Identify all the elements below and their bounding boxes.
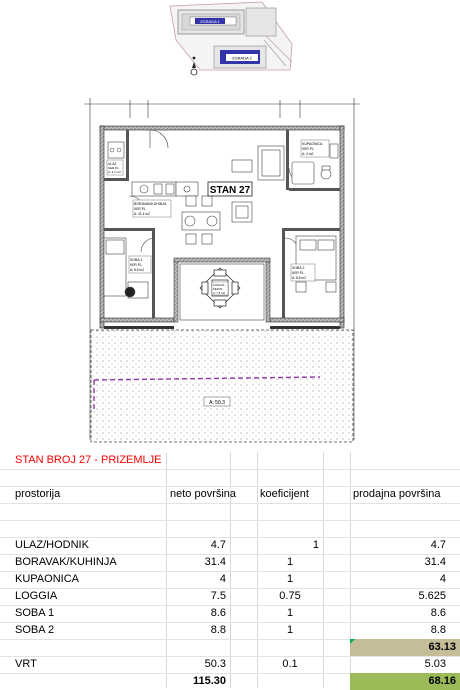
row-sale: 4	[439, 573, 446, 585]
garden-coef: 0.1	[282, 658, 298, 670]
row-coef: 1	[312, 539, 319, 551]
subtotal-row	[0, 639, 460, 656]
room-boravak-name: BORAVAK/KUHINJA	[134, 202, 167, 206]
row-coef: 1	[286, 607, 294, 619]
cell-marker-icon	[350, 639, 355, 644]
row-name: SOBA 2	[15, 624, 55, 636]
room-boravak-floor: KER.PL.	[134, 207, 147, 211]
row-coef: 1	[286, 573, 294, 585]
key-label-1: ZGRADA 1	[200, 19, 220, 24]
row-coef: 1	[286, 556, 294, 568]
garden-area-label: A: 50.3	[209, 400, 225, 406]
garden-net: 50.3	[204, 658, 226, 670]
row-net: 4.7	[210, 539, 226, 551]
grid-row-line	[0, 503, 460, 504]
room-soba1-floor: KER.PL.	[130, 263, 143, 267]
room-loggia-area: A: 7.5 m2	[213, 291, 225, 295]
table-row	[0, 537, 460, 554]
subtotal-sale: 63.13	[350, 639, 460, 656]
room-boravak-area: A: 31.4 m2	[134, 212, 150, 216]
table-header-row	[0, 486, 460, 503]
garden-name: VRT	[15, 658, 37, 670]
kitchen-furniture	[132, 182, 198, 196]
room-ulaz-floor: KER.PL.	[108, 166, 120, 170]
row-name: LOGGIA	[15, 590, 58, 602]
row-name: ULAZ/HODNIK	[15, 539, 89, 551]
row-sale: 4.7	[430, 539, 446, 551]
room-soba2-name: SOBA 2	[292, 266, 305, 270]
garden-sale: 5.03	[424, 658, 446, 670]
room-kupaonica-name: KUPAONICA	[302, 142, 323, 146]
row-sale: 8.8	[430, 624, 446, 636]
room-kupaonica-floor: KER.PL.	[302, 147, 315, 151]
table-title: STAN BROJ 27 - PRIZEMLJE	[15, 454, 162, 466]
total-row	[0, 673, 460, 690]
table-row	[0, 588, 460, 605]
room-soba1-area: A: 8.6 m2	[130, 268, 145, 272]
row-net: 7.5	[210, 590, 226, 602]
table-row	[0, 571, 460, 588]
room-soba2-floor: KER.PL.	[292, 271, 305, 275]
row-name: SOBA 1	[15, 607, 55, 619]
row-net: 8.6	[210, 607, 226, 619]
room-soba2-area: A: 8.8 m2	[292, 276, 307, 280]
garden-area	[91, 330, 353, 442]
room-loggia-name: LOGGIA	[213, 283, 225, 287]
table-row	[0, 554, 460, 571]
grid-row-line	[0, 520, 460, 521]
table-row	[0, 622, 460, 639]
room-soba1-name: SOBA 1	[130, 258, 143, 262]
row-sale: 31.4	[424, 556, 446, 568]
row-coef: 1	[286, 624, 294, 636]
total-net: 115.30	[192, 675, 226, 687]
table-row	[0, 605, 460, 622]
garden-row	[0, 656, 460, 673]
row-sale: 8.6	[430, 607, 446, 619]
row-net: 4	[219, 573, 226, 585]
row-sale: 5.625	[418, 590, 446, 602]
row-name: BORAVAK/KUHINJA	[15, 556, 117, 568]
room-ulaz-name: ULAZ	[108, 162, 117, 166]
key-plan	[170, 2, 292, 70]
room-ulaz-area: A: 4.7 m2	[108, 170, 121, 174]
row-net: 31.4	[204, 556, 226, 568]
row-net: 8.8	[210, 624, 226, 636]
grid-row-line	[0, 469, 460, 470]
room-loggia-floor: KER.PL.	[213, 287, 224, 291]
row-coef: 0.75	[279, 590, 301, 602]
header-koeficijent: koeficijent	[260, 488, 309, 500]
header-prostorija: prostorija	[15, 488, 61, 500]
room-kupaonica-area: A: 4 m2	[302, 152, 314, 156]
total-sale: 68.16	[350, 673, 460, 690]
key-label-2: ZGRADA 2	[232, 55, 252, 61]
header-neto: neto površina	[170, 488, 237, 500]
table-title-row	[0, 452, 460, 469]
unit-label: STAN 27	[209, 185, 251, 196]
header-prodajna: prodajna površina	[353, 488, 441, 500]
row-name: KUPAONICA	[15, 573, 79, 585]
